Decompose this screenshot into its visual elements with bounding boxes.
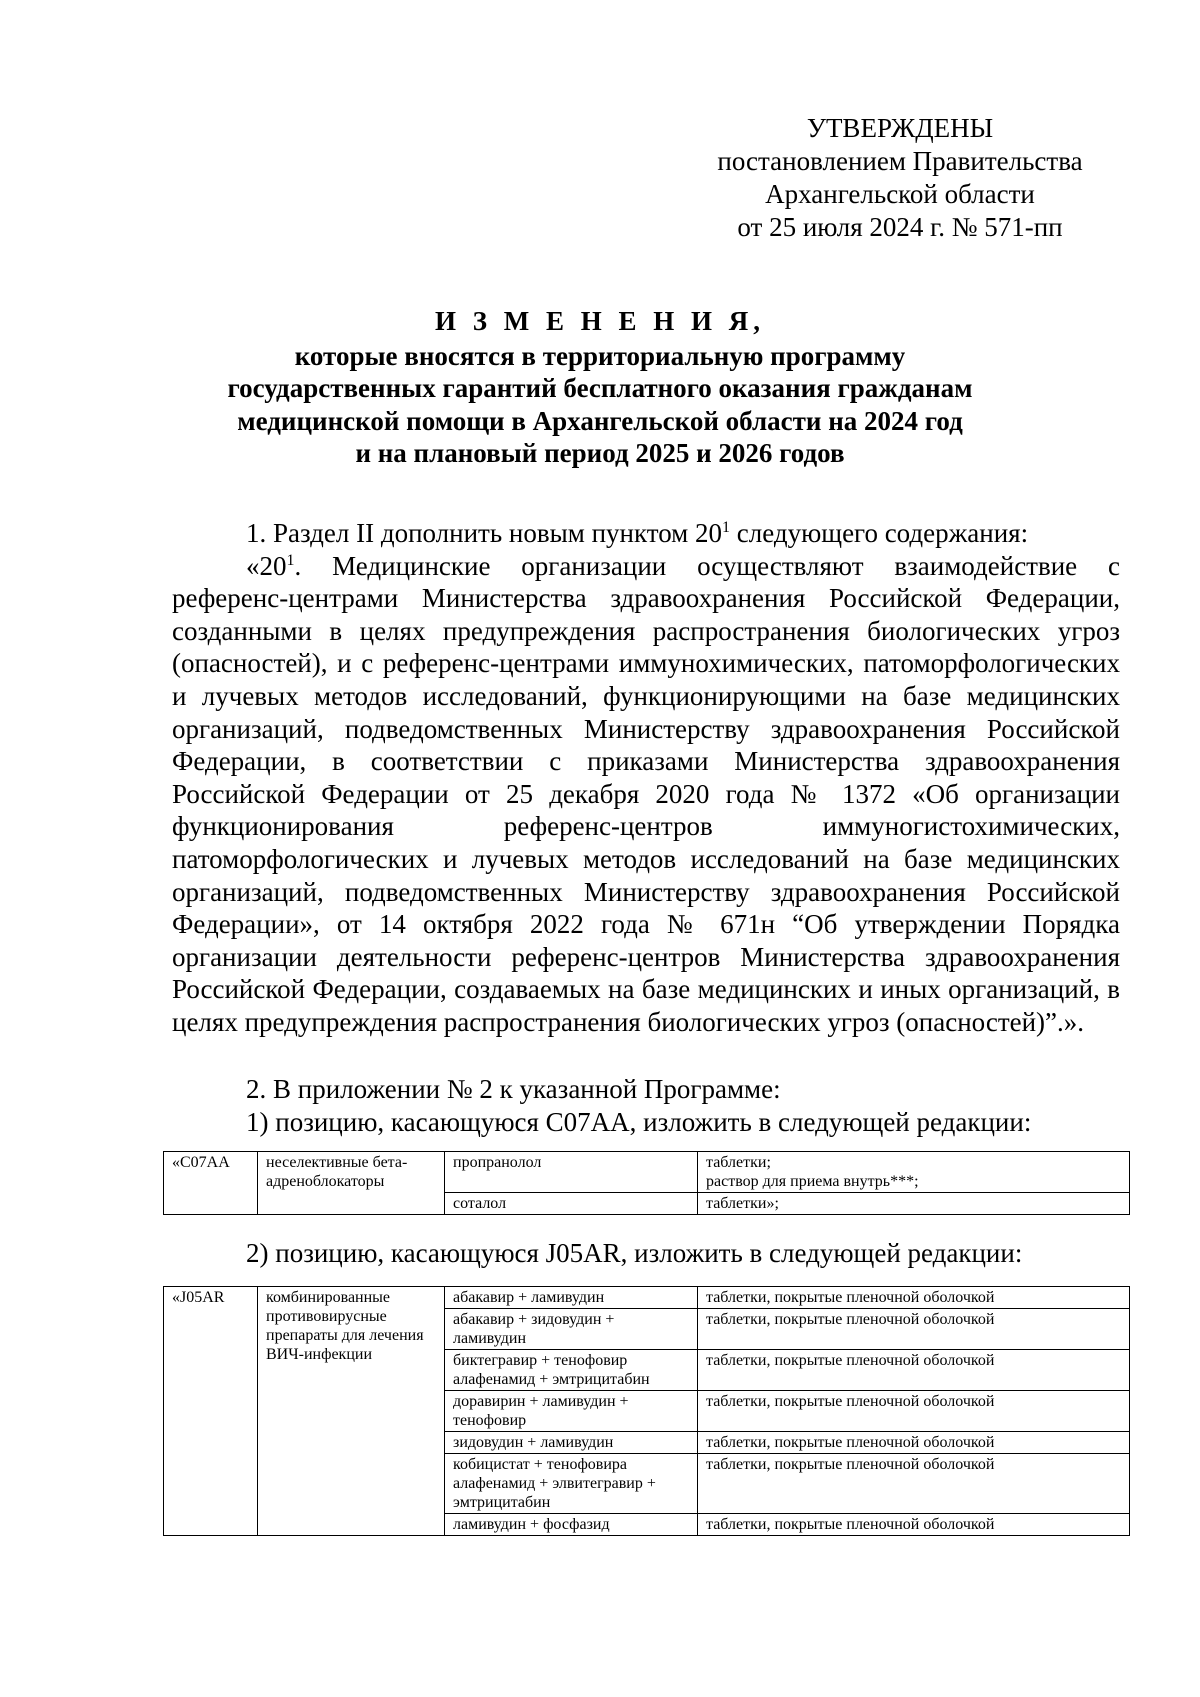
table-row <box>164 1287 1130 1309</box>
title-line-3: медицинской помощи в Архангельской области на 2024 год <box>237 405 963 436</box>
form-cell: таблетки, покрытые пленочной оболочкой <box>698 1454 1130 1514</box>
approval-stamp <box>640 112 1160 244</box>
approval-line-4: от 25 июля 2024 г. № 571-пп <box>737 212 1063 242</box>
drug-cell: абакавир + ламивудин <box>445 1287 698 1309</box>
group-cell: неселективные бета-адреноблокаторы <box>258 1152 445 1215</box>
form-cell: таблетки; раствор для приема внутрь***; <box>698 1152 1130 1193</box>
intro-text-end: следующего содержания: <box>730 518 1029 548</box>
section-1 <box>172 517 1120 1039</box>
atc-code-cell: «C07AA <box>164 1152 258 1215</box>
atc-code-cell: «J05AR <box>164 1287 258 1536</box>
section-2-item-2: 2) позицию, касающуюся J05AR, изложить в следующей редакции: <box>246 1238 1023 1268</box>
drug-cell: биктегравир + тенофовир алафенамид + эмтрицитабин <box>445 1350 698 1391</box>
title-heading: И З М Е Н Е Н И Я, <box>434 306 765 336</box>
section-1-quote <box>172 550 1120 1039</box>
table-row <box>164 1152 1130 1193</box>
section-2 <box>172 1073 1120 1138</box>
intro-superscript: 1 <box>722 519 731 536</box>
drug-cell: абакавир + зидовудин + ламивудин <box>445 1309 698 1350</box>
quote-text: . Медицинские организации осуществляют взаимодействие с референс-центрами Министерства здравоохранения Российской Федерации, созданными в целях предупреждения распространения биологических угроз (опасностей), и с референс-центрами иммунохимических, патоморфологических и лучевых методов исследований, функционирующими на базе медицинских организаций, подведомственных Министерству здравоохранения Российской Федерации, в соответствии с приказами Министерства здравоохранения Российской Федерации от 25 декабря 2020 года № 1372 «Об организации функционирования референс-центров иммуногистохимических, патоморфологических и лучевых методов исследований на базе медицинских организаций, подведомственных Министерству здравоохранения Российской Федерации», от 14 октября 2022 года № 671н “Об утверждении Порядка организации деятельности референс-центров Министерства здравоохранения Российской Федерации, создаваемых на базе медицинских и иных организаций, в целях предупреждения распространения биологических угроз (опасностей)”.». <box>172 550 1120 1037</box>
form-cell: таблетки»; <box>698 1193 1130 1215</box>
drug-cell: ламивудин + фосфазид <box>445 1514 698 1536</box>
drug-cell: доравирин + ламивудин + тенофовир <box>445 1391 698 1432</box>
title-line-4: и на плановый период 2025 и 2026 годов <box>355 438 845 468</box>
quote-start: «20 <box>246 550 287 581</box>
section-2-intro: 2. В приложении № 2 к указанной Программе: <box>246 1074 781 1104</box>
drug-cell: соталол <box>445 1193 698 1215</box>
drug-cell: пропранолол <box>445 1152 698 1193</box>
approval-line-3: Архангельской области <box>765 179 1035 209</box>
approval-line-2: постановлением Правительства <box>717 146 1083 176</box>
quote-superscript: 1 <box>286 551 295 569</box>
drug-cell: кобицистат + тенофовира алафенамид + элвитегравир + эмтрицитабин <box>445 1454 698 1514</box>
table-c07aa <box>163 1151 1130 1215</box>
group-cell: комбинированные противовирусные препараты для лечения ВИЧ-инфекции <box>258 1287 445 1536</box>
form-cell: таблетки, покрытые пленочной оболочкой <box>698 1309 1130 1350</box>
form-cell: таблетки, покрытые пленочной оболочкой <box>698 1514 1130 1536</box>
form-cell: таблетки, покрытые пленочной оболочкой <box>698 1432 1130 1454</box>
section-1-intro <box>172 517 1120 550</box>
intro-text: 1. Раздел II дополнить новым пунктом 20 <box>246 518 723 548</box>
document-title <box>130 305 1070 470</box>
table-j05ar <box>163 1286 1130 1536</box>
section-2-item-1: 1) позицию, касающуюся C07AA, изложить в следующей редакции: <box>246 1106 1032 1137</box>
approval-line-1: УТВЕРЖДЕНЫ <box>806 113 994 143</box>
title-line-1: которые вносятся в территориальную программу <box>294 340 906 371</box>
form-cell: таблетки, покрытые пленочной оболочкой <box>698 1391 1130 1432</box>
form-cell: таблетки, покрытые пленочной оболочкой <box>698 1287 1130 1309</box>
title-line-2: государственных гарантий бесплатного оказания гражданам <box>227 373 973 403</box>
drug-cell: зидовудин + ламивудин <box>445 1432 698 1454</box>
form-cell: таблетки, покрытые пленочной оболочкой <box>698 1350 1130 1391</box>
